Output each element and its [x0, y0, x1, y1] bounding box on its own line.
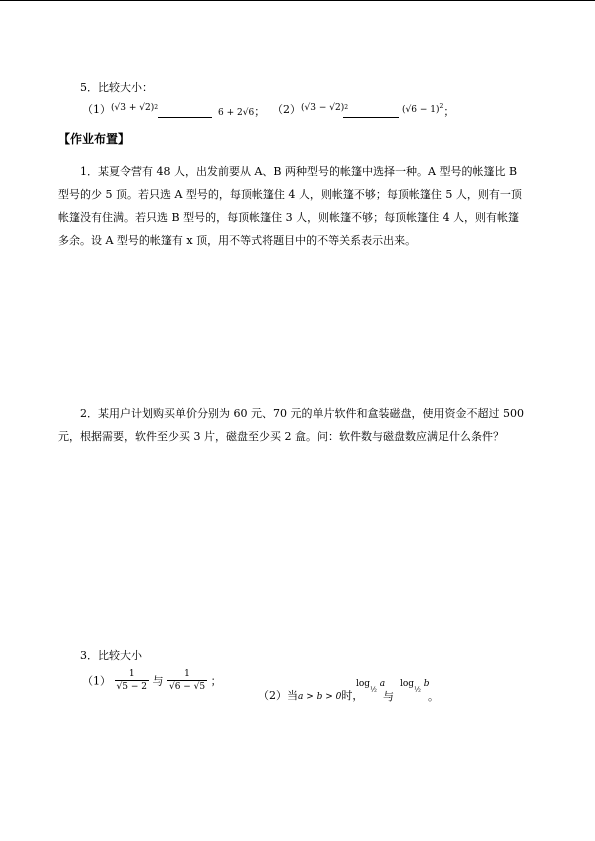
q5-part1-left: (√3 + √2) — [111, 103, 155, 113]
top-rule — [0, 0, 595, 1]
q5-part1 — [82, 104, 158, 116]
homework-problem-3-part2 — [258, 690, 363, 702]
log-expression-a — [356, 679, 386, 694]
q5-part2-right-expr: (√6 − 1) — [402, 105, 440, 115]
p3-with-2: 与 — [383, 690, 394, 703]
fraction-1-numerator: 1 — [128, 669, 135, 679]
fraction-1 — [115, 670, 149, 692]
p3-with-1: 与 — [152, 674, 164, 688]
q5-part2-number: （2） — [272, 103, 301, 116]
log-a-base: ½ — [370, 686, 377, 694]
p3-part1-number: （1） — [82, 674, 111, 688]
homework-problem-3-title: 3．比较大小 — [80, 649, 142, 662]
q5-end: ； — [443, 105, 455, 118]
q5-part1-right — [218, 106, 265, 118]
homework-heading: 【作业布置】 — [58, 132, 131, 146]
q5-title: 5．比较大小： — [80, 81, 153, 94]
q5-part2-right-exponent: 2 — [439, 103, 444, 110]
q5-part2-exponent: 2 — [344, 104, 349, 111]
q5-part2-right — [402, 103, 455, 118]
p3-part2-number: （2）当 — [258, 689, 298, 702]
log-a-label: log — [356, 679, 371, 689]
log-b-base: ½ — [414, 686, 421, 694]
q5-part1-exponent: 2 — [154, 104, 159, 111]
homework-problem-1-text: 1．某夏令营有 48 人，出发前要从 A、B 两种型号的帐篷中选择一种。A 型号的帐篷比 B 型号的少 5 顶。若只选 A 型号的，每顶帐篷住 4 人，则帐篷不够；每顶帐篷住 5 人，则有一顶帐篷没有住满。若只选 B 型号的，每顶帐篷住 3 人，则帐篷不够；每顶帐篷住 4 人，则有帐篷多余。设 A 型号的帐篷有 x 顶，用不等式将题目中的不等关系表示出来。 — [58, 165, 522, 247]
fraction-1-denominator: √5 − 2 — [116, 682, 147, 692]
homework-problem-3-part1 — [82, 670, 222, 692]
fraction-2 — [167, 670, 207, 692]
p3-separator: ； — [210, 674, 222, 688]
log-expression-b — [400, 679, 430, 694]
fraction-2-numerator: 1 — [184, 669, 190, 679]
p3-end: 。 — [428, 690, 439, 703]
homework-problem-1 — [58, 160, 528, 252]
fraction-2-denominator: √6 − √5 — [168, 682, 206, 692]
q5-part1-number: （1） — [82, 103, 111, 116]
log-a-argument: a — [379, 679, 386, 689]
homework-problem-2 — [58, 402, 528, 448]
q5-part1-right-expr: 6 + 2√6 — [218, 108, 255, 118]
homework-problem-2-text: 2．某用户计划购买单价分别为 60 元、70 元的单片软件和盒装磁盘，使用资金不超过 500 元，根据需要，软件至少买 3 片，磁盘至少买 2 盒。问：软件数与磁盘数应满足什么条件？ — [58, 407, 524, 443]
q5-part1-answer-blank[interactable] — [158, 107, 212, 118]
p3-condition: a > b > 0 — [298, 692, 342, 702]
log-b-argument: b — [423, 679, 430, 689]
q5-part2-answer-blank[interactable] — [343, 107, 399, 118]
q5-separator: ； — [254, 105, 266, 118]
log-b-label: log — [400, 679, 415, 689]
q5-part2 — [272, 104, 348, 116]
q5-part2-left: (√3 − √2) — [301, 103, 345, 113]
p3-when: 时， — [341, 689, 364, 702]
